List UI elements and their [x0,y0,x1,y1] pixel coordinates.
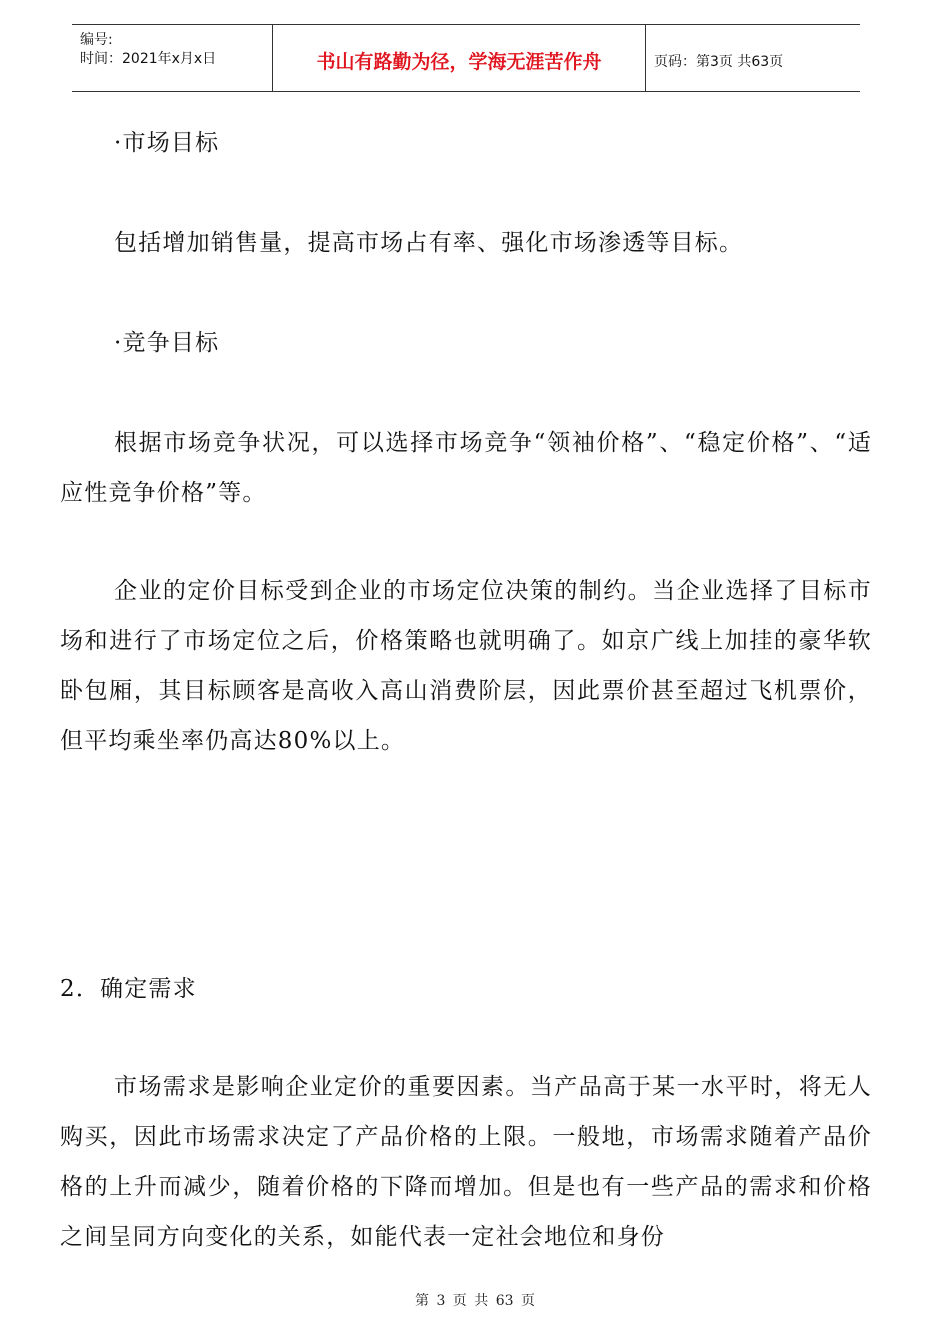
bullet-heading-competition-goal: ·竞争目标 [114,330,220,356]
paragraph-market-goal: 包括增加销售量，提高市场占有率、强化市场渗透等目标。 [114,230,744,256]
bullet-heading-market-goal: ·市场目标 [114,130,220,156]
header-motto-cell [272,25,646,91]
document-number-label: 编号: [80,32,113,48]
section-heading-demand: 2．确定需求 [60,976,197,1002]
header-page-cell [646,25,860,91]
header-info-cell [72,25,272,91]
document-date-label: 时间：2021年x月x日 [80,51,217,67]
page-header [72,24,860,92]
page-footer: 第 3 页 共 63 页 [415,1293,535,1309]
paragraph-pricing-goal: 企业的定价目标受到企业的市场定位决策的制约。当企业选择了目标市场和进行了市场定位之后，价格策略也就明确了。如京广线上加挂的豪华软卧包厢，其目标顾客是高收入高山消费阶层，因此票价甚至超过飞机票价，但平均乘坐率仍高达80%以上。 [60,578,872,754]
header-page-code: 页码：第3页 共63页 [654,54,784,70]
paragraph-market-demand: 市场需求是影响企业定价的重要因素。当产品高于某一水平时，将无人购买，因此市场需求决定了产品价格的上限。一般地，市场需求随着产品价格的上升而减少，随着价格的下降而增加。但是也有一些产品的需求和价格之间呈同方向变化的关系，如能代表一定社会地位和身份 [60,1074,872,1250]
header-motto: 书山有路勤为径，学海无涯苦作舟 [316,51,602,73]
paragraph-competition-goal: 根据市场竞争状况，可以选择市场竞争“领袖价格”、“稳定价格”、“适应性竞争价格”等。 [60,430,872,506]
